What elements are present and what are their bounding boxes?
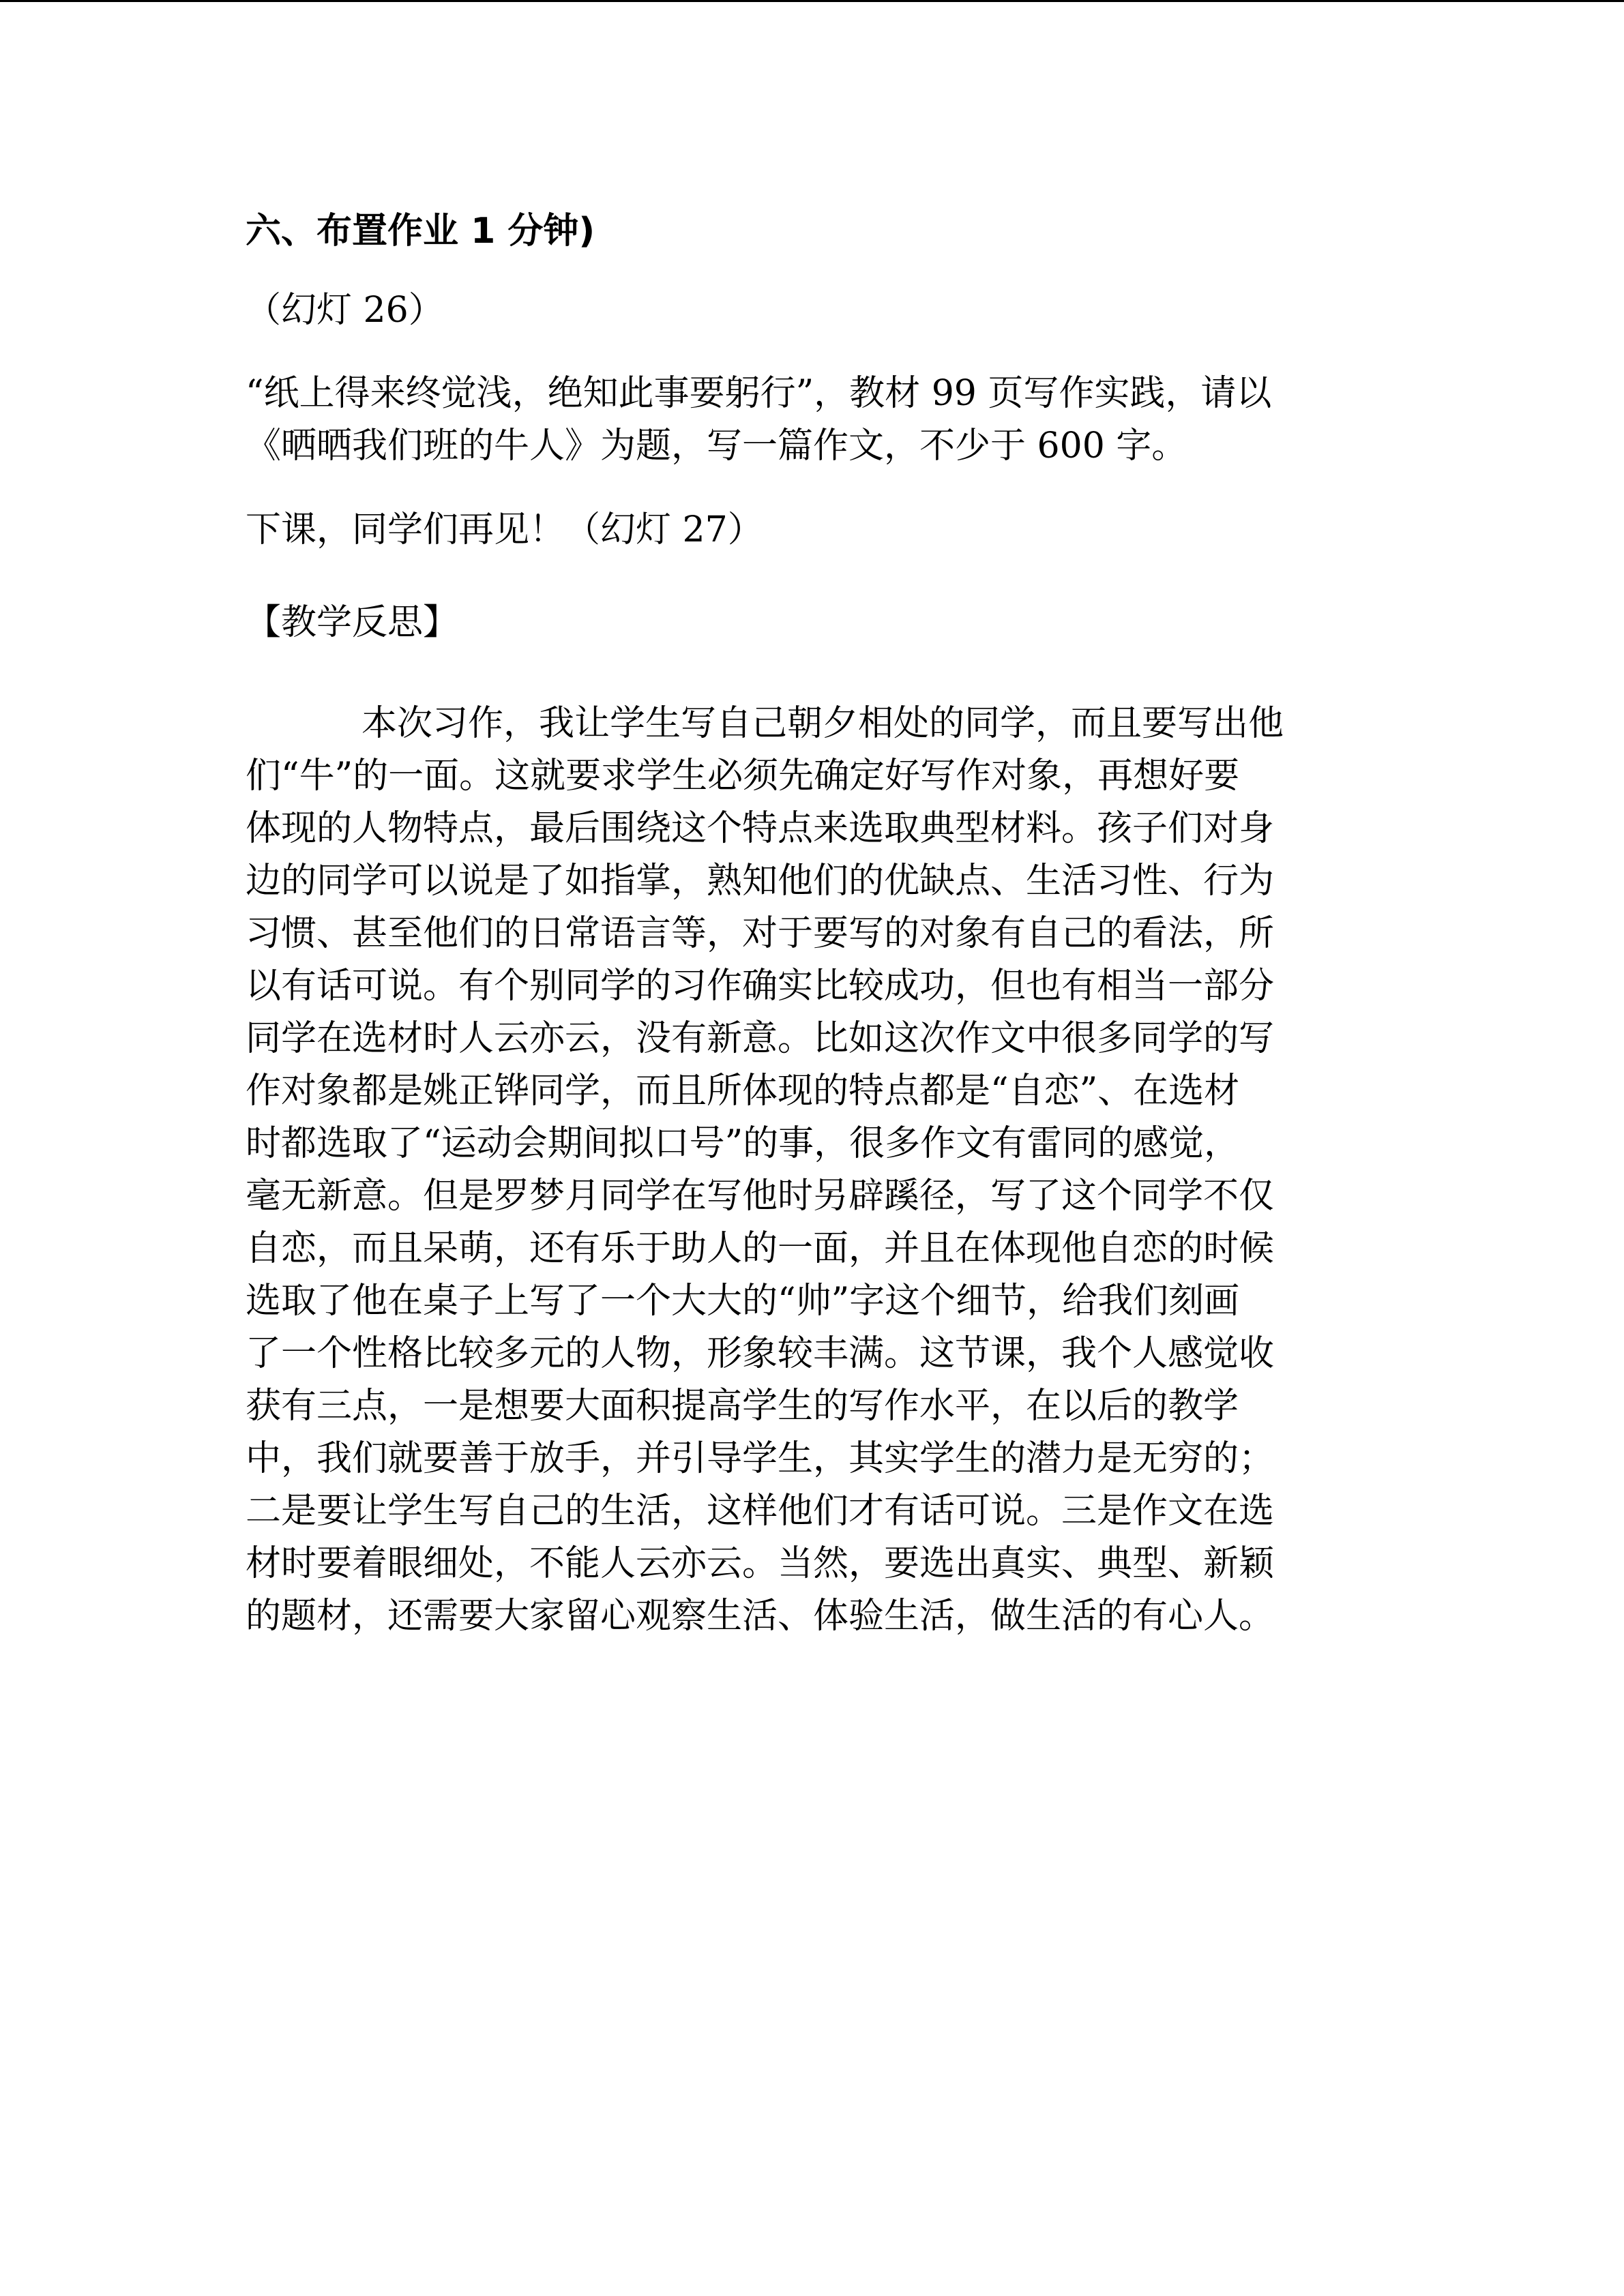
reflection-line: 选取了他在桌子上写了一个大大的“帅”字这个细节，给我们刻画 (246, 1281, 1240, 1322)
reflection-line: 了一个性格比较多元的人物，形象较丰满。这节课，我个人感觉收 (246, 1333, 1275, 1374)
reflection-title: 【教学反思】 (246, 602, 459, 643)
section-heading: 六、布置作业 1 分钟) (246, 211, 595, 252)
assignment-line: “纸上得来终觉浅，绝知此事要躬行”，教材 99 页写作实践，请以 (246, 373, 1272, 414)
reflection-line: 时都选取了“运动会期间拟口号”的事，很多作文有雷同的感觉， (246, 1123, 1240, 1164)
farewell-line: 下课，同学们再见！（幻灯 27） (246, 509, 763, 550)
reflection-line: 的题材，还需要大家留心观察生活、体验生活，做生活的有心人。 (246, 1596, 1275, 1637)
reflection-line: 中，我们就要善于放手，并引导学生，其实学生的潜力是无穷的； (246, 1438, 1275, 1479)
slide-note: （幻灯 26） (246, 290, 444, 331)
reflection-line: 本次习作，我让学生写自己朝夕相处的同学，而且要写出他 (361, 703, 1284, 744)
reflection-line: 作对象都是姚正铧同学，而且所体现的特点都是“自恋”、在选材 (246, 1071, 1240, 1112)
reflection-line: 获有三点，一是想要大面积提高学生的写作水平，在以后的教学 (246, 1386, 1239, 1427)
reflection-line: 同学在选材时人云亦云，没有新意。比如这次作文中很多同学的写 (246, 1018, 1275, 1059)
reflection-line: 体现的人物特点，最后围绕这个特点来选取典型材料。孩子们对身 (246, 808, 1275, 849)
reflection-line: 习惯、甚至他们的日常语言等，对于要写的对象有自己的看法，所 (246, 913, 1275, 954)
reflection-line: 们“牛”的一面。这就要求学生必须先确定好写作对象，再想好要 (246, 756, 1240, 796)
reflection-line: 边的同学可以说是了如指掌，熟知他们的优缺点、生活习性、行为 (246, 861, 1275, 901)
assignment-line: 《晒晒我们班的牛人》为题，写一篇作文，不少于 600 字。 (246, 426, 1187, 466)
assignment-paragraph (246, 368, 1378, 473)
reflection-line: 二是要让学生写自己的生活，这样他们才有话可说。三是作文在选 (246, 1491, 1275, 1532)
reflection-line: 材时要着眼细处，不能人云亦云。当然，要选出真实、典型、新颖 (246, 1543, 1275, 1584)
reflection-line: 毫无新意。但是罗梦月同学在写他时另辟蹊径，写了这个同学不仅 (246, 1176, 1275, 1217)
reflection-paragraph (246, 698, 1378, 1643)
reflection-line: 自恋，而且呆萌，还有乐于助人的一面，并且在体现他自恋的时候 (246, 1228, 1275, 1269)
reflection-line: 以有话可说。有个别同学的习作确实比较成功，但也有相当一部分 (246, 966, 1275, 1007)
